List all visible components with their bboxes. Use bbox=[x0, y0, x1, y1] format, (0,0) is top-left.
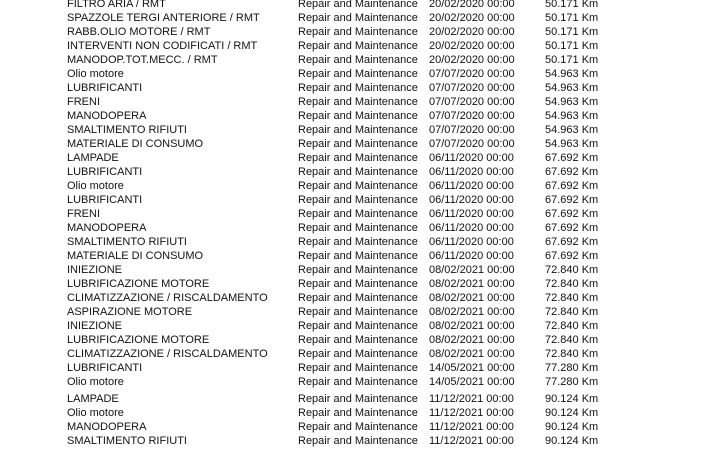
row-type: Repair and Maintenance bbox=[298, 236, 418, 248]
table-row bbox=[0, 406, 724, 420]
row-date: 07/07/2020 00:00 bbox=[429, 68, 515, 80]
table-row bbox=[0, 305, 724, 319]
table-row bbox=[0, 277, 724, 291]
row-type: Repair and Maintenance bbox=[298, 180, 418, 192]
row-type: Repair and Maintenance bbox=[298, 435, 418, 447]
row-description: SMALTIMENTO RIFIUTI bbox=[67, 236, 187, 248]
row-date: 14/05/2021 00:00 bbox=[429, 376, 515, 388]
row-description: MANODOPERA bbox=[67, 222, 147, 234]
row-date: 07/07/2020 00:00 bbox=[429, 82, 515, 94]
row-date: 11/12/2021 00:00 bbox=[429, 407, 514, 419]
row-km: 50.171 Km bbox=[545, 12, 599, 24]
row-km: 90.124 Km bbox=[545, 407, 599, 419]
table-row bbox=[0, 165, 724, 179]
row-type: Repair and Maintenance bbox=[298, 124, 418, 136]
row-date: 06/11/2020 00:00 bbox=[429, 208, 514, 220]
row-km: 54.963 Km bbox=[545, 110, 599, 122]
table-row bbox=[0, 221, 724, 235]
row-date: 07/07/2020 00:00 bbox=[429, 138, 515, 150]
row-type: Repair and Maintenance bbox=[298, 334, 418, 346]
row-description: Olio motore bbox=[67, 376, 124, 388]
table-row bbox=[0, 207, 724, 221]
row-description: CLIMATIZZAZIONE / RISCALDAMENTO bbox=[67, 348, 268, 360]
row-km: 67.692 Km bbox=[545, 180, 599, 192]
row-km: 67.692 Km bbox=[545, 152, 599, 164]
row-date: 08/02/2021 00:00 bbox=[429, 306, 515, 318]
table-row bbox=[0, 333, 724, 347]
row-type: Repair and Maintenance bbox=[298, 208, 418, 220]
row-date: 08/02/2021 00:00 bbox=[429, 320, 515, 332]
row-type: Repair and Maintenance bbox=[298, 194, 418, 206]
table-row bbox=[0, 67, 724, 81]
row-description: FILTRO ARIA / RMT bbox=[67, 0, 166, 10]
row-km: 72.840 Km bbox=[545, 320, 599, 332]
row-date: 08/02/2021 00:00 bbox=[429, 292, 515, 304]
row-description: ASPIRAZIONE MOTORE bbox=[67, 306, 193, 318]
row-description: FRENI bbox=[67, 96, 100, 108]
table-row bbox=[0, 319, 724, 333]
table-row bbox=[0, 137, 724, 151]
row-date: 08/02/2021 00:00 bbox=[429, 334, 515, 346]
table-row bbox=[0, 375, 724, 389]
row-km: 54.963 Km bbox=[545, 96, 599, 108]
table-row bbox=[0, 420, 724, 434]
table-row bbox=[0, 53, 724, 67]
row-date: 20/02/2020 00:00 bbox=[429, 0, 515, 10]
row-type: Repair and Maintenance bbox=[298, 306, 418, 318]
row-km: 67.692 Km bbox=[545, 208, 599, 220]
row-date: 20/02/2020 00:00 bbox=[429, 26, 515, 38]
row-km: 54.963 Km bbox=[545, 68, 599, 80]
row-description: SPAZZOLE TERGI ANTERIORE / RMT bbox=[67, 12, 260, 24]
row-type: Repair and Maintenance bbox=[298, 393, 418, 405]
table-row bbox=[0, 123, 724, 137]
row-km: 67.692 Km bbox=[545, 166, 599, 178]
row-type: Repair and Maintenance bbox=[298, 26, 418, 38]
row-date: 08/02/2021 00:00 bbox=[429, 348, 515, 360]
table-row bbox=[0, 151, 724, 165]
row-km: 54.963 Km bbox=[545, 82, 599, 94]
row-date: 06/11/2020 00:00 bbox=[429, 222, 514, 234]
row-description: LAMPADE bbox=[67, 152, 119, 164]
row-type: Repair and Maintenance bbox=[298, 82, 418, 94]
row-km: 50.171 Km bbox=[545, 54, 599, 66]
row-km: 67.692 Km bbox=[545, 236, 599, 248]
row-description: MATERIALE DI CONSUMO bbox=[67, 250, 204, 262]
table-row bbox=[0, 263, 724, 277]
table-row bbox=[0, 392, 724, 406]
row-date: 11/12/2021 00:00 bbox=[429, 421, 514, 433]
table-row bbox=[0, 193, 724, 207]
row-km: 90.124 Km bbox=[545, 421, 599, 433]
table-row bbox=[0, 249, 724, 263]
row-description: LAMPADE bbox=[67, 393, 119, 405]
row-description: LUBRIFICANTI bbox=[67, 194, 143, 206]
row-type: Repair and Maintenance bbox=[298, 292, 418, 304]
row-description: MANODOPERA bbox=[67, 110, 147, 122]
row-date: 11/12/2021 00:00 bbox=[429, 393, 514, 405]
row-description: SMALTIMENTO RIFIUTI bbox=[67, 435, 187, 447]
row-km: 72.840 Km bbox=[545, 306, 599, 318]
table-row bbox=[0, 11, 724, 25]
table-row bbox=[0, 235, 724, 249]
row-description: RABB.OLIO MOTORE / RMT bbox=[67, 26, 211, 38]
row-type: Repair and Maintenance bbox=[298, 166, 418, 178]
row-type: Repair and Maintenance bbox=[298, 40, 418, 52]
row-type: Repair and Maintenance bbox=[298, 0, 418, 10]
row-km: 67.692 Km bbox=[545, 222, 599, 234]
table-row bbox=[0, 109, 724, 123]
row-km: 90.124 Km bbox=[545, 435, 599, 447]
row-km: 50.171 Km bbox=[545, 0, 599, 10]
row-description: LUBRIFICANTI bbox=[67, 166, 143, 178]
table-row bbox=[0, 361, 724, 375]
row-km: 67.692 Km bbox=[545, 194, 599, 206]
row-type: Repair and Maintenance bbox=[298, 407, 418, 419]
row-type: Repair and Maintenance bbox=[298, 222, 418, 234]
row-date: 06/11/2020 00:00 bbox=[429, 166, 514, 178]
row-date: 06/11/2020 00:00 bbox=[429, 152, 514, 164]
row-description: Olio motore bbox=[67, 407, 124, 419]
row-date: 07/07/2020 00:00 bbox=[429, 110, 515, 122]
row-description: FRENI bbox=[67, 208, 100, 220]
row-date: 20/02/2020 00:00 bbox=[429, 40, 515, 52]
row-date: 11/12/2021 00:00 bbox=[429, 435, 514, 447]
row-description: SMALTIMENTO RIFIUTI bbox=[67, 124, 187, 136]
row-date: 20/02/2020 00:00 bbox=[429, 54, 515, 66]
row-date: 20/02/2020 00:00 bbox=[429, 12, 515, 24]
row-description: MANODOP.TOT.MECC. / RMT bbox=[67, 54, 218, 66]
row-type: Repair and Maintenance bbox=[298, 421, 418, 433]
table-row bbox=[0, 291, 724, 305]
row-type: Repair and Maintenance bbox=[298, 264, 418, 276]
row-km: 72.840 Km bbox=[545, 292, 599, 304]
row-date: 06/11/2020 00:00 bbox=[429, 250, 514, 262]
row-date: 08/02/2021 00:00 bbox=[429, 264, 515, 276]
row-date: 07/07/2020 00:00 bbox=[429, 124, 515, 136]
row-km: 50.171 Km bbox=[545, 40, 599, 52]
row-date: 08/02/2021 00:00 bbox=[429, 278, 515, 290]
row-type: Repair and Maintenance bbox=[298, 348, 418, 360]
row-type: Repair and Maintenance bbox=[298, 278, 418, 290]
row-description: INIEZIONE bbox=[67, 320, 123, 332]
table-row bbox=[0, 434, 724, 448]
row-date: 06/11/2020 00:00 bbox=[429, 236, 514, 248]
row-km: 77.280 Km bbox=[545, 362, 599, 374]
row-description: MANODOPERA bbox=[67, 421, 147, 433]
table-row bbox=[0, 179, 724, 193]
row-type: Repair and Maintenance bbox=[298, 138, 418, 150]
table-row bbox=[0, 81, 724, 95]
row-type: Repair and Maintenance bbox=[298, 376, 418, 388]
table-row bbox=[0, 0, 724, 11]
row-description: MATERIALE DI CONSUMO bbox=[67, 138, 204, 150]
row-km: 72.840 Km bbox=[545, 264, 599, 276]
row-date: 07/07/2020 00:00 bbox=[429, 96, 515, 108]
row-description: LUBRIFICAZIONE MOTORE bbox=[67, 334, 210, 346]
row-description: LUBRIFICAZIONE MOTORE bbox=[67, 278, 210, 290]
row-type: Repair and Maintenance bbox=[298, 12, 418, 24]
row-date: 06/11/2020 00:00 bbox=[429, 180, 514, 192]
row-km: 67.692 Km bbox=[545, 250, 599, 262]
row-description: CLIMATIZZAZIONE / RISCALDAMENTO bbox=[67, 292, 268, 304]
row-date: 06/11/2020 00:00 bbox=[429, 194, 514, 206]
row-description: INIEZIONE bbox=[67, 264, 123, 276]
row-type: Repair and Maintenance bbox=[298, 250, 418, 262]
table-row bbox=[0, 39, 724, 53]
row-date: 14/05/2021 00:00 bbox=[429, 362, 515, 374]
row-type: Repair and Maintenance bbox=[298, 320, 418, 332]
row-km: 50.171 Km bbox=[545, 26, 599, 38]
table-row bbox=[0, 347, 724, 361]
row-km: 72.840 Km bbox=[545, 278, 599, 290]
row-km: 54.963 Km bbox=[545, 124, 599, 136]
row-type: Repair and Maintenance bbox=[298, 152, 418, 164]
row-description: Olio motore bbox=[67, 180, 124, 192]
row-type: Repair and Maintenance bbox=[298, 362, 418, 374]
row-type: Repair and Maintenance bbox=[298, 68, 418, 80]
row-type: Repair and Maintenance bbox=[298, 54, 418, 66]
row-km: 72.840 Km bbox=[545, 348, 599, 360]
row-type: Repair and Maintenance bbox=[298, 96, 418, 108]
row-km: 90.124 Km bbox=[545, 393, 599, 405]
table-row bbox=[0, 25, 724, 39]
row-description: INTERVENTI NON CODIFICATI / RMT bbox=[67, 40, 258, 52]
row-km: 77.280 Km bbox=[545, 376, 599, 388]
row-km: 54.963 Km bbox=[545, 138, 599, 150]
row-description: LUBRIFICANTI bbox=[67, 82, 143, 94]
row-type: Repair and Maintenance bbox=[298, 110, 418, 122]
row-description: LUBRIFICANTI bbox=[67, 362, 143, 374]
row-km: 72.840 Km bbox=[545, 334, 599, 346]
row-description: Olio motore bbox=[67, 68, 124, 80]
table-row bbox=[0, 95, 724, 109]
